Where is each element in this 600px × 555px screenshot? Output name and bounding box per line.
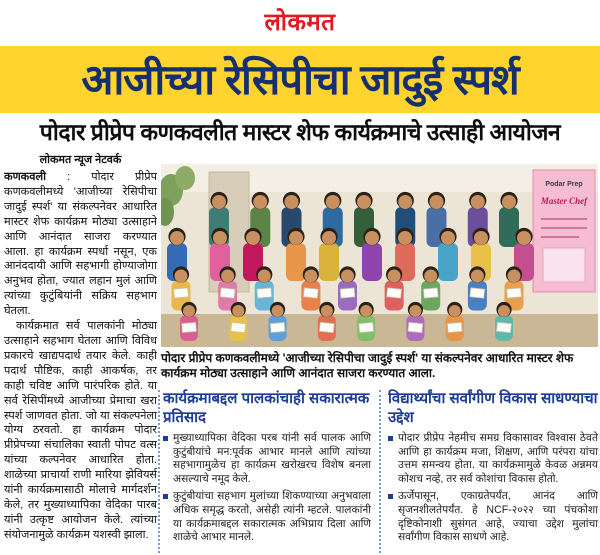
photo-caption: पोदार प्रीप्रेप कणकवलीमध्ये 'आजीच्या रेसिपीचा जादुई स्पर्श' या संकल्पनेवर आधारित मास्टर शेफ कार्यक्रम मोठ्या उत्साहाने आणि आनंदात साजरा करण्यात आला. — [161, 351, 574, 380]
event-photo-illustration — [161, 164, 598, 347]
bullet-square-icon — [388, 494, 393, 499]
article-paragraph: कार्यक्रमात सर्व पालकांनी मोठ्या उत्साहाने सहभाग घेतला आणि विविध प्रकारचे खाद्यपदार्थ तयार केले. काही पदार्थ पौष्टिक, काही आकर्षक, तर काही चविष्ट आणि पारंपरिक होते. या सर्व रेसिपींमध्ये आजीच्या प्रेमाचा खरा स्पर्श जाणवत होता. जो या संकल्पनेला योग्य ठरवतो. हा कार्यक्रम पोदार प्रीप्रेपच्या संचालिका स्वाती पोपट वत्स यांच्या कल्पनेवर आधारित होता. शाळेच्या प्राचार्या राणी मारिया झेवियर्स यांनी कार्यक्रमासाठी मोलाचे मार्गदर्शन केले, तर मुख्याध्यापिका वेदिका पारब यांनी उत्कृष्ट आयोजन केले. त्यांच्या संयोजनामुळे कार्यक्रम यशस्वी झाला. — [4, 320, 157, 541]
bullet-item — [163, 490, 371, 544]
section-heading: विद्यार्थ्यांचा सर्वांगीण विकास साधण्याचा उद्देश — [388, 390, 598, 426]
sub-headline: पोदार प्रीप्रेप कणकवलीत मास्टर शेफ कार्यक्रमाचे उत्साही आयोजन — [39, 119, 561, 145]
bullet-item — [388, 432, 598, 486]
section-parents-feedback — [163, 389, 371, 555]
bullet-text: ऊर्जेपासून, एकाग्रतेपर्यंत, आनंद आणि सृजनशीलतेपर्यंत. हे NCF-२०२२ च्या पंचकोशा दृष्टिकोनाशी सुसंगत आहे, ज्याचा उद्देश मुलांचा सर्वांगीण विकास साधणे आहे. — [398, 490, 598, 544]
article-body — [4, 170, 157, 543]
bullet-item — [388, 490, 598, 544]
column-separator — [379, 390, 381, 553]
column-separator — [158, 390, 160, 553]
news-network-byline: लोकमत न्यूज नेटवर्क — [39, 154, 122, 166]
bullet-text: कुटुंबीयांचा सहभाग मुलांच्या शिकण्याच्या अनुभवाला अधिक समृद्ध करतो, असेही त्यांनी म्हटले. पालकांनी या कार्यक्रमाबद्दल सकारात्मक अभिप्राय दिला आणि शाळेचे आभार मानले. — [173, 490, 371, 544]
section-holistic-development — [388, 389, 598, 555]
main-headline: आजीच्या रेसिपीचा जादुई स्पर्श — [81, 56, 519, 103]
headline-band — [0, 46, 600, 113]
section-heading: कार्यक्रमाबद्दल पालकांचाही सकारात्मक प्रतिसाद — [163, 390, 370, 426]
bullet-text: पोदार प्रीप्रेप नेहमीच समग्र विकासावर विश्वास ठेवते आणि हा कार्यक्रम मजा, शिक्षण, आणि परंपरा यांचा उत्तम समन्वय होता. या कार्यक्रमामुळे केवळ अन्नमय कोशच नव्हे, तर सर्व कोशांचा विकास होतो. — [398, 432, 598, 485]
bullet-square-icon — [163, 494, 168, 499]
bullet-text: मुख्याध्यापिका वेदिका परब यांनी सर्व पालक आणि कुटुंबीयांचे मन:पूर्वक आभार मानले आणि त्यांच्या सहभागामुळेच हा कार्यक्रम खरोखरच विशेष बनला असल्याचे नमूद केले. — [173, 432, 371, 485]
banner-title: Podar Prep — [545, 181, 583, 188]
event-photo — [161, 164, 598, 347]
lokmat-masthead-logo: लोकमत — [264, 9, 336, 36]
floor — [161, 314, 598, 347]
bullet-square-icon — [163, 436, 168, 441]
article-paragraph — [4, 170, 157, 319]
banner-subtitle: Master Chef — [540, 196, 588, 206]
paragraph-text: : पोदार प्रीप्रेप कणकवलीमध्ये 'आजीच्या रेसिपीचा जादुई स्पर्श' या संकल्पनेवर आधारित मास्टर शेफ कार्यक्रम मोठ्या उत्साहाने आणि आनंदात साजरा करण्यात आला. हा कार्यक्रम स्पर्धा नसून, एक आनंददायी आणि सहभागी होण्याजोगा अनुभव होता, ज्यात लहान मुलं आणि त्यांच्या कुटुंबियांनी सक्रिय सहभाग घेतला. — [4, 171, 157, 318]
left-article-column — [4, 152, 157, 555]
dateline: कणकवली — [4, 171, 46, 183]
bullet-square-icon — [388, 436, 393, 441]
bullet-item — [163, 432, 371, 486]
event-banner — [533, 170, 595, 292]
